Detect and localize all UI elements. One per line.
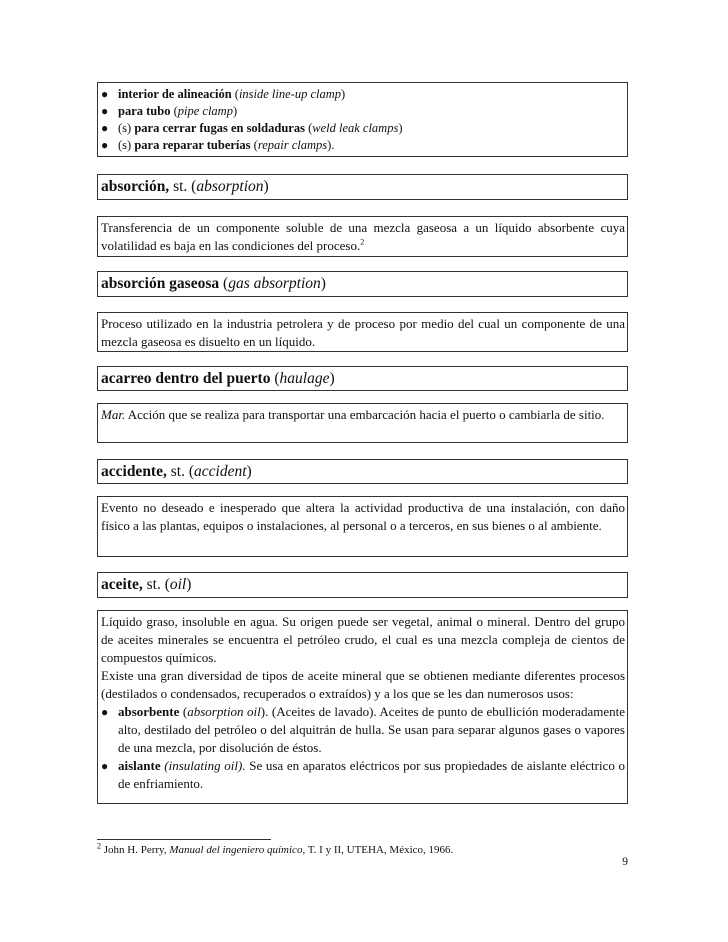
definition-text: Evento no deseado e inesperado que altera la actividad productiva de una instalación, con daño físico a las plantas, equipos o instalaciones, al personal o a terceros, en sus bienes o al ambiente. xyxy=(101,500,625,533)
term-name: absorción gaseosa xyxy=(101,275,220,292)
item-term: para cerrar fugas en soldaduras xyxy=(134,121,305,135)
definition-text: Proceso utilizado en la industria petrolera y de proceso por medio del cual un componente de una mezcla gaseosa es disuelto en un líquido. xyxy=(101,316,625,349)
item-text: Se usa en aparatos eléctricos por sus propiedades de aislante eléctrico o de enfriamiento. xyxy=(118,758,625,791)
term-name: acarreo dentro del puerto xyxy=(101,370,271,387)
definition-paragraph: Líquido graso, insoluble en agua. Su origen puede ser vegetal, animal o mineral. Dentro del grupo de aceites minerales se encuentra el petróleo crudo, el cual es una mezcla compleja de cientos de compuestos químicos. xyxy=(101,614,625,665)
footnote-details: , T. I y II, UTEHA, México, 1966. xyxy=(302,844,454,856)
footnote-title: Manual del ingeniero químico xyxy=(169,844,303,856)
term-english: gas absorption xyxy=(228,275,321,292)
footnote xyxy=(97,843,628,857)
item-prefix: (s) xyxy=(118,138,132,152)
item-english: insulating oil). xyxy=(168,758,246,773)
term-name: aceite, xyxy=(101,576,143,593)
term-name: absorción, xyxy=(101,178,170,195)
definition-text: Transferencia de un componente soluble de una mezcla gaseosa a un líquido absorbente cuya volatilidad es baja en las condiciones del proceso. xyxy=(101,220,625,253)
term-english: accident xyxy=(194,463,247,480)
term-heading-aceite: aceite, st. (oil) xyxy=(97,572,628,598)
term-heading-acarreo: acarreo dentro del puerto (haulage) xyxy=(97,366,628,391)
bullet-icon: ● xyxy=(101,138,109,152)
bullet-icon: ● xyxy=(101,705,109,719)
definition-acarreo xyxy=(97,403,628,443)
definition-absorcion xyxy=(97,216,628,257)
item-english: repair clamps xyxy=(257,138,328,152)
definition-text: Acción que se realiza para transportar una embarcación hacia el puerto o cambiarla de sitio. xyxy=(127,407,605,422)
item-term: para reparar tuberías xyxy=(134,138,251,152)
definition-paragraph: Existe una gran diversidad de tipos de aceite mineral que se obtienen mediante diferentes procesos (destilados o condensados, recuperados o extraídos) y a los que se les dan numerosos usos: xyxy=(101,668,625,701)
term-english: absorption xyxy=(196,178,264,195)
list-item: ● aislante (insulating oil). Se usa en aparatos eléctricos por sus propiedades de aislante eléctrico o de enfriamiento. xyxy=(101,758,625,791)
list-item: ● (s) para reparar tuberías (repair clamps). xyxy=(101,138,335,152)
bullet-icon: ● xyxy=(101,104,109,118)
item-term: para tubo xyxy=(118,104,171,118)
footnote-author: John H. Perry, xyxy=(103,844,167,856)
term-heading-absorcion: absorción, st. (absorption) xyxy=(97,174,628,200)
page-number: 9 xyxy=(622,856,628,868)
item-tail: . xyxy=(331,138,335,152)
bullet-icon: ● xyxy=(101,121,109,135)
definition-accidente xyxy=(97,496,628,557)
definition-absorcion-gaseosa xyxy=(97,312,628,352)
item-english: inside line-up clamp xyxy=(238,87,342,101)
item-text: . (Aceites de lavado). Aceites de punto de ebullición moderadamente alto, destilado del petróleo o del alquitrán de hulla. Se usan para separar algunos gases o vapores de una mezcla, por disolución de éstos. xyxy=(118,704,625,755)
list-item: ● (s) para cerrar fugas en soldaduras (weld leak clamps) xyxy=(101,121,403,135)
footnote-separator xyxy=(97,839,271,840)
footnote-ref: 2 xyxy=(360,237,365,247)
term-heading-absorcion-gaseosa: absorción gaseosa (gas absorption) xyxy=(97,271,628,297)
item-prefix: (s) xyxy=(118,121,132,135)
term-kind: st. xyxy=(170,463,185,480)
list-item: ● para tubo (pipe clamp) xyxy=(101,104,238,118)
item-english: absorption oil xyxy=(187,704,261,719)
term-kind: st. xyxy=(173,178,188,195)
term-heading-accidente: accidente, st. (accident) xyxy=(97,459,628,484)
bullet-icon: ● xyxy=(101,759,109,773)
bullet-icon: ● xyxy=(101,87,109,101)
list-item: ● interior de alineación (inside line-up clamp) xyxy=(101,87,346,101)
term-english: haulage xyxy=(279,370,330,387)
item-term: absorbente xyxy=(118,704,180,719)
item-english: weld leak clamps xyxy=(312,121,399,135)
term-kind: st. xyxy=(146,576,161,593)
definition-domain: Mar. xyxy=(101,407,126,422)
term-name: accidente, xyxy=(101,463,167,480)
item-english: pipe clamp xyxy=(177,104,233,118)
item-term: interior de alineación xyxy=(118,87,232,101)
term-english: oil xyxy=(169,576,187,593)
definition-aceite xyxy=(97,610,628,804)
clamp-type-list xyxy=(97,82,628,157)
item-term: aislante xyxy=(118,758,161,773)
list-item: ● absorbente (absorption oil). (Aceites de lavado). Aceites de punto de ebullición moderadamente alto, destilado del petróleo o del alquitrán de hulla. Se usan para separar algunos gases o vapores de una mezcla, por disolución de éstos. xyxy=(101,704,625,755)
footnote-number: 2 xyxy=(97,841,101,851)
